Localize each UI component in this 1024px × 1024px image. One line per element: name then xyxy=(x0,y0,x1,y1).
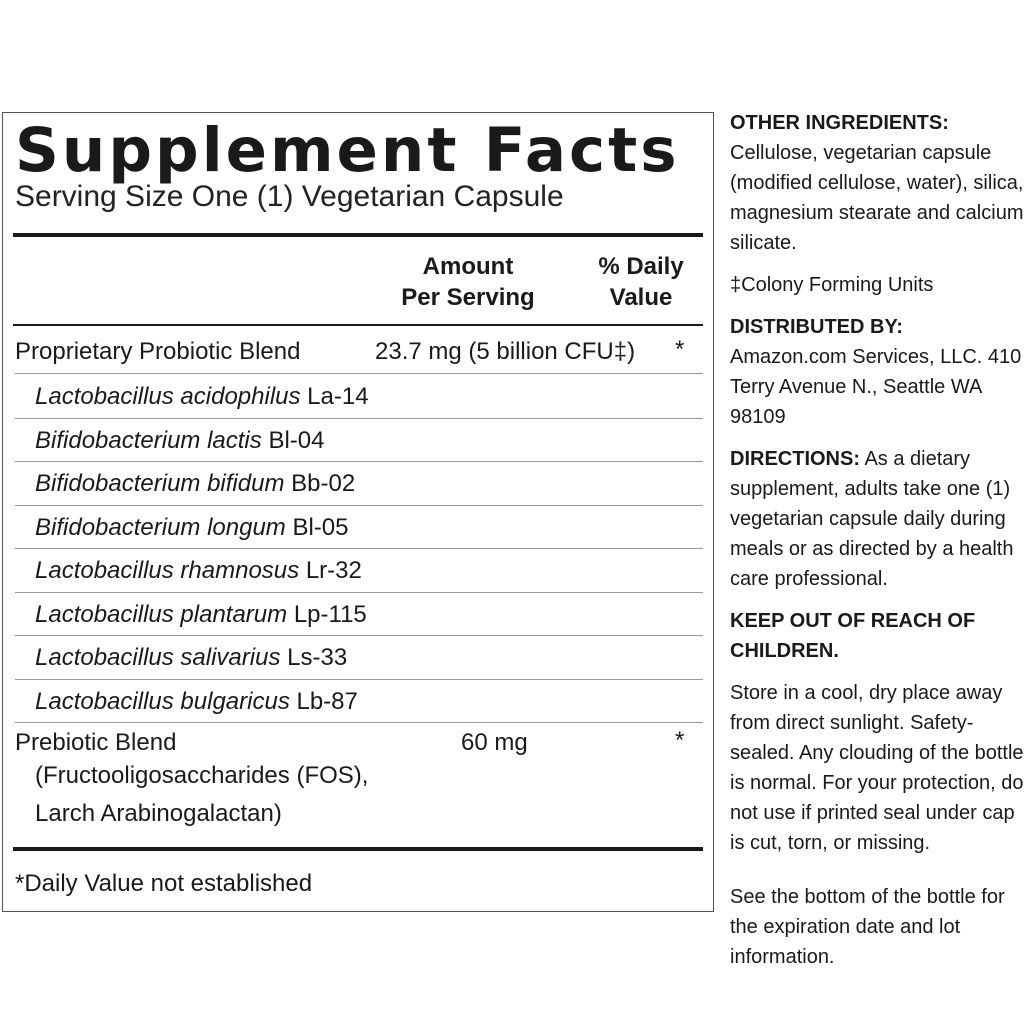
other-ingredients-text: Cellulose, vegetarian capsule (modified cellulose, water), silica, magnesium stearate and calcium silicate. xyxy=(730,142,1024,254)
row-divider xyxy=(15,461,703,462)
other-ingredients-label: OTHER INGREDIENTS: xyxy=(730,112,949,134)
header-divider xyxy=(13,233,703,237)
row-divider xyxy=(15,635,703,636)
strain-row xyxy=(35,556,362,586)
row-divider xyxy=(15,722,703,723)
probiotic-blend-name: Proprietary Probiotic Blend xyxy=(15,338,301,365)
distributor xyxy=(730,312,1024,432)
strain-species: Lactobacillus rhamnosus xyxy=(35,557,300,584)
strain-row xyxy=(35,469,355,499)
side-info-panel xyxy=(730,108,1024,984)
prebiotic-blend-name: Prebiotic Blend xyxy=(15,729,177,756)
distributor-text: Amazon.com Services, LLC. 410 Terry Avenue N., Seattle WA 98109 xyxy=(730,346,1022,428)
amount-header-line2: Per Serving xyxy=(401,284,535,311)
strain-species: Lactobacillus salivarius xyxy=(35,644,281,671)
prebiotic-blend-detail-1: (Fructooligosaccharides (FOS), xyxy=(35,762,369,789)
supplement-facts-panel xyxy=(2,112,714,912)
strain-species: Bifidobacterium bifidum xyxy=(35,470,285,497)
strain-species: Bifidobacterium longum xyxy=(35,513,286,541)
keep-out-text: KEEP OUT OF REACH OF CHILDREN. xyxy=(730,610,976,662)
daily-value-header xyxy=(583,251,699,313)
strain-code: Bb-02 xyxy=(291,470,356,497)
amount-per-serving-header xyxy=(391,251,545,313)
strain-species: Bifidobacterium lactis xyxy=(35,426,262,454)
prebiotic-blend-amount: 60 mg xyxy=(461,729,528,756)
expiration-note: See the bottom of the bottle for the expiration date and lot information. xyxy=(730,886,1005,968)
cfu-note: ‡Colony Forming Units xyxy=(730,274,934,296)
row-divider xyxy=(15,592,703,593)
strain-row xyxy=(35,643,347,673)
strain-code: Lb-87 xyxy=(296,687,358,715)
row-divider xyxy=(15,505,703,506)
strain-row xyxy=(35,600,367,630)
strain-species: Lactobacillus acidophilus xyxy=(35,383,301,410)
distributor-label: DISTRIBUTED BY: xyxy=(730,316,903,338)
footer-divider xyxy=(13,847,703,851)
probiotic-blend-amount: 23.7 mg (5 billion CFU‡) xyxy=(375,338,636,365)
storage-instructions: Store in a cool, dry place away from direct sunlight. Safety-sealed. Any clouding of the bottle is normal. For your protection, do not use if printed seal under cap is cut, torn, or missing. xyxy=(730,682,1024,854)
facts-title: Supplement Facts xyxy=(15,115,680,186)
directions-text: As a dietary supplement, adults take one (1) vegetarian capsule daily during meals or as directed by a health care professional. xyxy=(730,448,1014,590)
serving-size: Serving Size One (1) Vegetarian Capsule xyxy=(15,180,564,213)
directions-label: DIRECTIONS: xyxy=(730,448,860,470)
strain-code: Lp-115 xyxy=(293,600,367,628)
footnote: *Daily Value not established xyxy=(15,870,313,897)
strain-row xyxy=(35,513,349,543)
amount-header-line1: Amount xyxy=(422,253,514,280)
strain-row xyxy=(35,426,324,456)
prebiotic-blend-dv: * xyxy=(675,727,685,754)
strain-code: La-14 xyxy=(307,383,369,410)
keep-out-warning xyxy=(730,606,1024,666)
other-ingredients xyxy=(730,108,1024,258)
directions xyxy=(730,444,1024,594)
prebiotic-blend-detail-2: Larch Arabinogalactan) xyxy=(35,800,282,827)
strain-code: Bl-05 xyxy=(292,513,349,541)
strain-code: Ls-33 xyxy=(287,644,348,671)
strain-code: Lr-32 xyxy=(305,557,362,584)
dv-header-line2: Value xyxy=(609,284,673,311)
strain-row xyxy=(35,382,369,412)
dv-header-line1: % Daily xyxy=(598,253,684,280)
strain-species: Lactobacillus bulgaricus xyxy=(35,687,290,715)
strain-row xyxy=(35,687,358,717)
strain-species: Lactobacillus plantarum xyxy=(35,600,288,628)
probiotic-blend-dv: * xyxy=(675,336,685,363)
row-divider xyxy=(15,679,703,680)
row-divider xyxy=(15,418,703,419)
row-divider xyxy=(15,548,703,549)
row-divider xyxy=(15,373,703,374)
strain-code: Bl-04 xyxy=(268,426,325,454)
column-header-divider xyxy=(13,324,703,326)
